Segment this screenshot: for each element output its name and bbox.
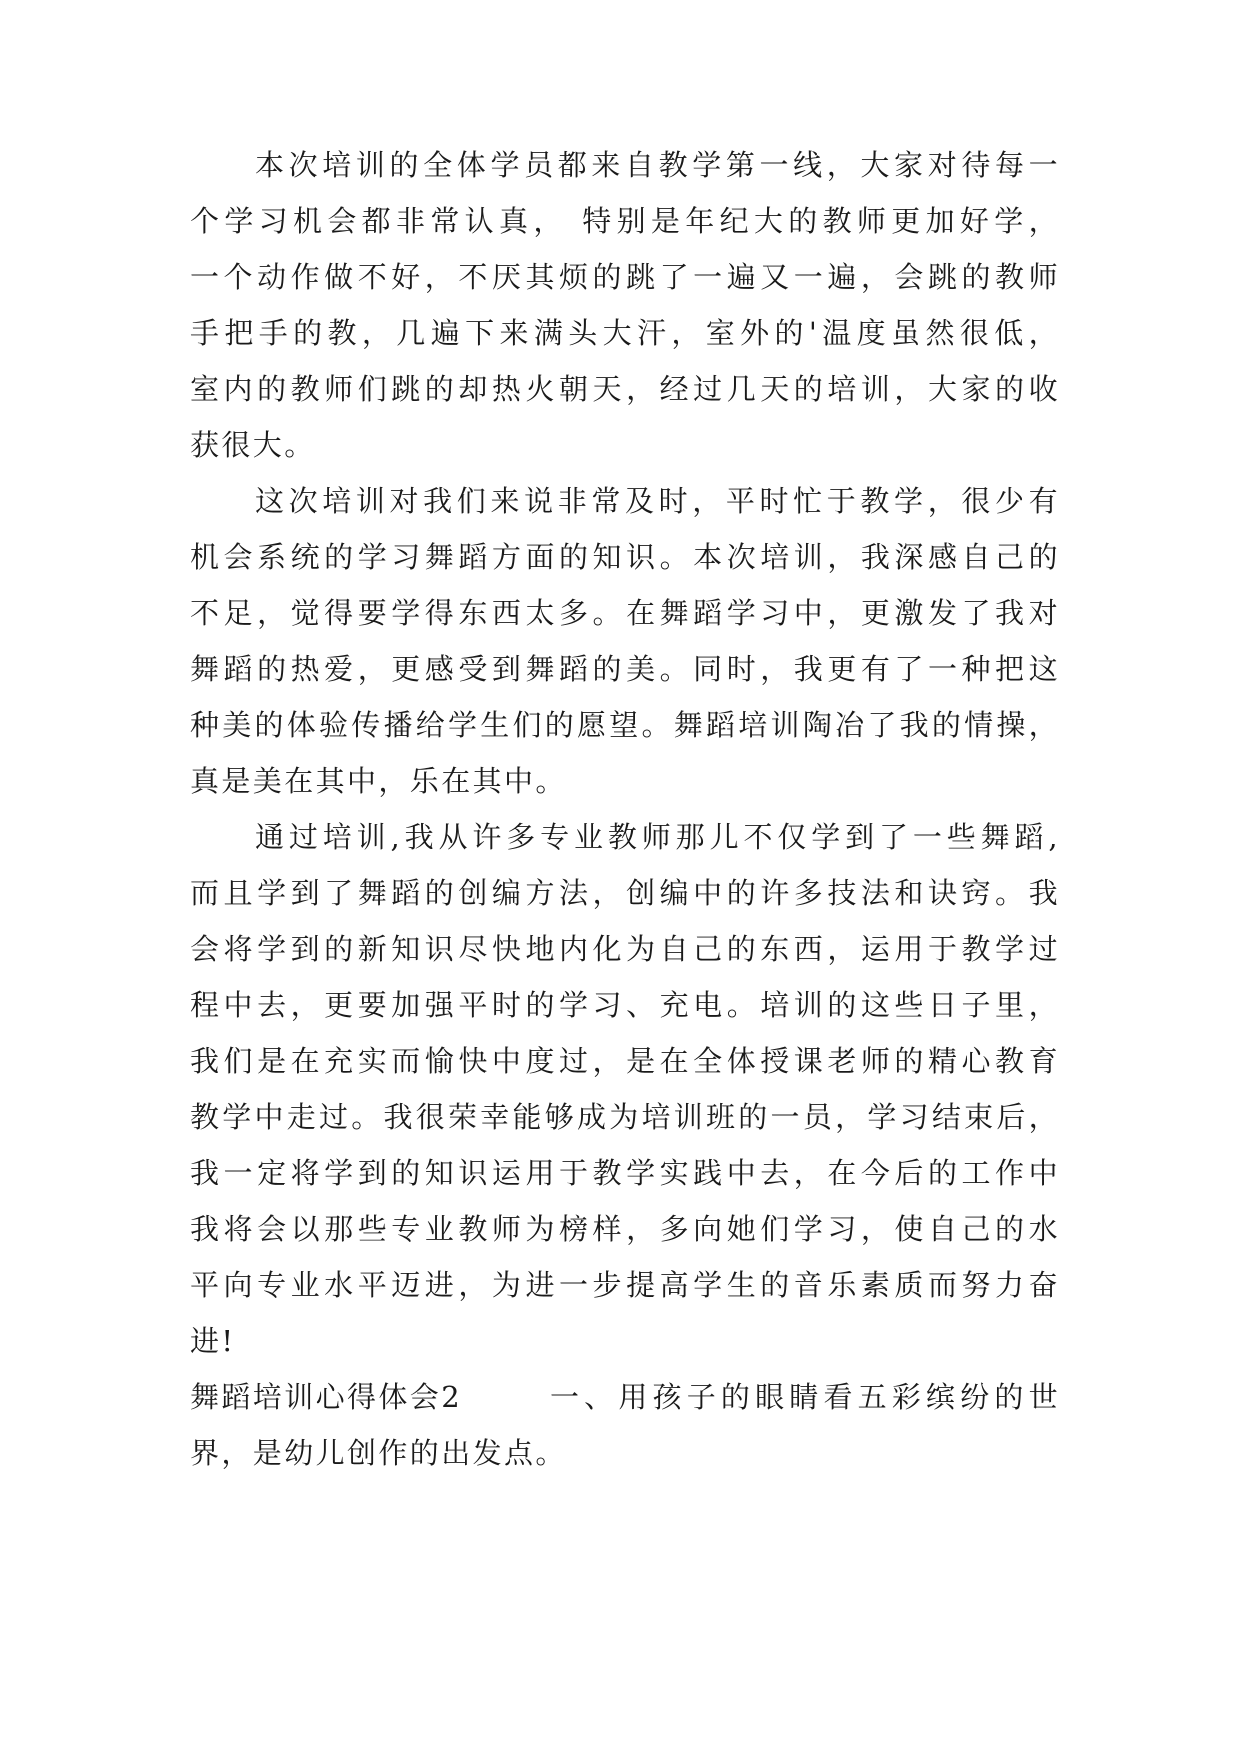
section-first-line: 一、用孩子的眼睛看五彩缤纷的世 — [550, 1380, 1060, 1414]
paragraph-1-line-4: 手把手的教，几遍下来满头大汗，室外的'温度虽然很低， — [190, 316, 1060, 350]
section-heading-line — [190, 1375, 1060, 1419]
paragraph-3-line-6: 教学中走过。我很荣幸能够成为培训班的一员，学习结束后， — [190, 1100, 1060, 1134]
paragraph-2-line-2: 机会系统的学习舞蹈方面的知识。本次培训，我深感自己的 — [190, 540, 1060, 574]
paragraph-1-line-3: 一个动作做不好，不厌其烦的跳了一遍又一遍，会跳的教师 — [190, 260, 1060, 294]
section-title: 舞蹈培训心得体会2 — [190, 1380, 463, 1414]
section-second-line: 界，是幼儿创作的出发点。 — [190, 1436, 567, 1470]
paragraph-2-line-1: 这次培训对我们来说非常及时，平时忙于教学，很少有 — [255, 484, 1060, 518]
paragraph-2-line-5: 种美的体验传播给学生们的愿望。舞蹈培训陶冶了我的情操， — [190, 708, 1060, 742]
paragraph-3-line-9: 平向专业水平迈进，为进一步提高学生的音乐素质而努力奋 — [190, 1268, 1060, 1302]
paragraph-3-line-8: 我将会以那些专业教师为榜样，多向她们学习，使自己的水 — [190, 1212, 1060, 1246]
paragraph-2-line-6: 真是美在其中，乐在其中。 — [190, 764, 567, 798]
paragraph-3-line-4: 程中去，更要加强平时的学习、充电。培训的这些日子里， — [190, 988, 1060, 1022]
paragraph-1-line-6: 获很大。 — [190, 428, 316, 462]
paragraph-3-line-5: 我们是在充实而愉快中度过，是在全体授课老师的精心教育 — [190, 1044, 1060, 1078]
paragraph-3-line-7: 我一定将学到的知识运用于教学实践中去，在今后的工作中 — [190, 1156, 1060, 1190]
paragraph-3-line-3: 会将学到的新知识尽快地内化为自己的东西，运用于教学过 — [190, 932, 1060, 966]
paragraph-3-line-10: 进! — [190, 1324, 236, 1358]
paragraph-1-line-5: 室内的教师们跳的却热火朝天，经过几天的培训，大家的收 — [190, 372, 1060, 406]
paragraph-3-line-2: 而且学到了舞蹈的创编方法，创编中的许多技法和诀窍。我 — [190, 876, 1060, 910]
paragraph-1-line-1: 本次培训的全体学员都来自教学第一线，大家对待每一 — [255, 148, 1060, 182]
paragraph-2-line-4: 舞蹈的热爱，更感受到舞蹈的美。同时，我更有了一种把这 — [190, 652, 1060, 686]
paragraph-3-line-1: 通过培训,我从许多专业教师那儿不仅学到了一些舞蹈, — [255, 820, 1060, 854]
paragraph-1-line-2: 个学习机会都非常认真， 特别是年纪大的教师更加好学， — [190, 204, 1060, 238]
paragraph-2-line-3: 不足，觉得要学得东西太多。在舞蹈学习中，更激发了我对 — [190, 596, 1060, 630]
